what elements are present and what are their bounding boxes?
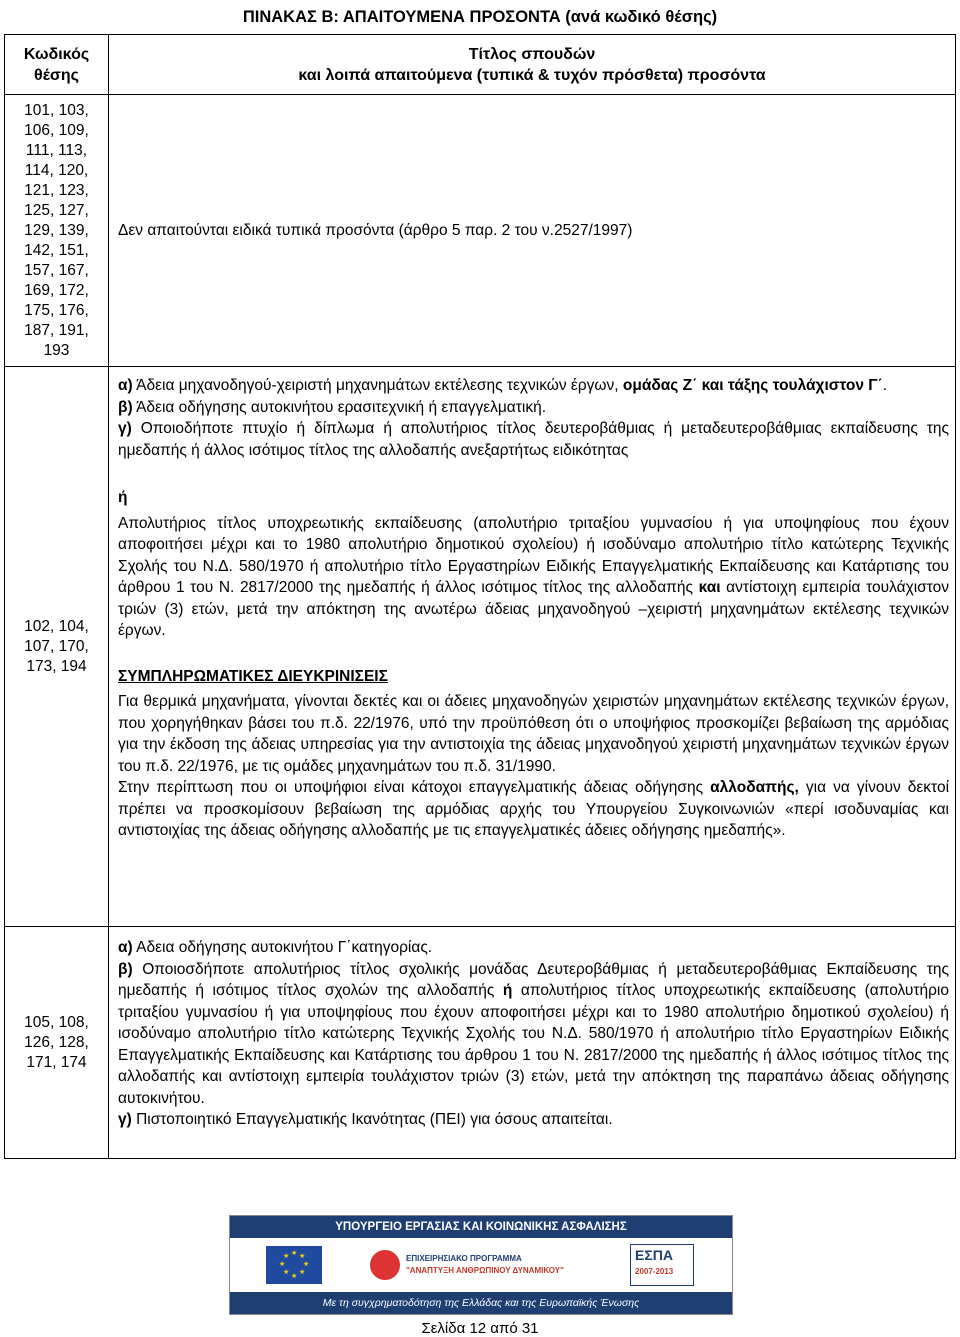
item-text-end: . — [882, 377, 888, 394]
item-text-end: απολυτήριος τίτλος υποχρεωτικής εκπαίδευσης (απολυτήριο τριταξίου γυμνασίου ή για υποψηφίους που έχουν αποφοιτήσει μέχρι και το 1980 απολυτήριο δημοτικού σχολείου) ή ισοδύναμο απολυτήριο τίτλο κατώτερης Τεχνικής Σχολής του Ν.Δ. 580/1970 ή απολυτήριο τίτλο Εργαστηρίων Ειδικής Επαγγελματικής Εκπαίδευσης και Κατάρτισης του άρθρου 1 του Ν. 2817/2000 της ημεδαπής ή άλλος ισότιμος τίτλος της αλλοδαπής και αντίστοιχη εμπειρία τουλάχιστον τριών (3) ετών, μετά την απόκτηση της παραπάνω άδειας οδήγησης αυτοκινήτου. — [118, 982, 949, 1107]
item-label: γ) — [118, 420, 132, 437]
page-title: ΠΙΝΑΚΑΣ Β: ΑΠΑΙΤΟΥΜΕΝΑ ΠΡΟΣΟΝΤΑ (ανά κωδικό θέσης) — [242, 8, 718, 26]
cofinancing-banner — [229, 1215, 733, 1315]
position-codes-cell — [5, 367, 109, 927]
requirement-c — [118, 418, 949, 461]
or-separator: ή — [118, 489, 128, 506]
requirement-b — [118, 397, 949, 419]
requirement-b — [118, 959, 949, 1110]
supp-text: Στην περίπτωση που οι υποψήφιοι είναι κάτοχοι επαγγελματικής άδειας οδήγησης — [118, 779, 711, 796]
alt-text-end: αντίστοιχη εμπειρία τουλάχιστον τριών (3) ετών, μετά την απόκτηση της ανωτέρω άδειας μηχανοδηγού –χειριστή μηχανημάτων εκτέλεσης τεχνικών έργων. — [118, 579, 949, 639]
header-code-column — [5, 35, 109, 95]
table-row — [5, 367, 956, 927]
position-codes-cell — [5, 95, 109, 367]
code-line: 114, 120, — [24, 161, 89, 179]
item-emphasis: ομάδας Ζ΄ και τάξης τουλάχιστον Γ΄ — [622, 377, 883, 394]
requirements-table — [4, 34, 956, 1159]
code-line: 121, 123, — [24, 181, 89, 199]
code-line: 193 — [43, 341, 70, 359]
requirements-cell — [109, 367, 956, 927]
header-code-line2: θέσης — [34, 66, 79, 84]
alt-text: Απολυτήριος τίτλος υποχρεωτικής εκπαίδευσης (απολυτήριο τριταξίου γυμνασίου ή για υποψηφίους που έχουν αποφοιτήσει μέχρι και το 1980 απολυτήριο δημοτικού σχολείου) ή ισοδύναμο απολυτήριο τίτλο κατώτερης Τεχνικής Σχολής του Ν.Δ. 580/1970 ή απολυτήριο τίτλο Εργαστηρίων Ειδικής Επαγγελματικής Εκπαίδευσης και Κατάρτισης του άρθρου 1 του Ν. 2817/2000 της ημεδαπής ή άλλος ισότιμος τίτλος της αλλοδαπής — [118, 514, 949, 596]
supp-text-end: για να γίνουν δεκτοί πρέπει να προσκομίσουν βεβαίωση της αρμόδιας αρχής του Υπουργείου Συγκοινωνιών «περί ισοδυναμίας και αντιστοιχίας της άδειας οδήγησης αλλοδαπής με τις επαγγελματικές άδειες οδήγησης ημεδαπής». — [118, 779, 950, 839]
header-requirements-column — [109, 35, 956, 95]
item-label: α) — [118, 939, 133, 956]
item-label: γ) — [118, 1111, 132, 1128]
requirements-cell — [109, 95, 956, 367]
table-header-row — [5, 35, 956, 95]
item-label: α) — [118, 377, 133, 394]
header-req-line2: και λοιπά απαιτούμενα (τυπικά & τυχόν πρόσθετα) προσόντα — [298, 66, 766, 84]
code-line: 175, 176, — [24, 301, 89, 319]
code-line: 107, 170, — [24, 637, 89, 655]
item-label: β) — [118, 960, 133, 978]
alternative-requirement — [118, 513, 949, 642]
espa-label: ΕΣΠΑ — [635, 1247, 673, 1263]
code-line: 169, 172, — [24, 281, 89, 299]
table-row — [5, 95, 956, 367]
requirement-c — [118, 1109, 949, 1131]
operational-programme-logo — [370, 1248, 580, 1282]
item-text: Πιστοποιητικό Επαγγελματικής Ικανότητας (ΠΕΙ) για όσους απαιτείται. — [131, 1111, 613, 1128]
supp-emphasis: αλλοδαπής, — [710, 779, 799, 796]
logos-strip — [230, 1238, 732, 1292]
code-line: 173, 194 — [26, 657, 87, 675]
code-line: 111, 113, — [25, 141, 88, 159]
item-emphasis: ή — [502, 982, 513, 999]
programme-name: ΕΠΙΧΕΙΡΗΣΙΑΚΟ ΠΡΟΓΡΑΜΜΑ — [406, 1254, 522, 1263]
requirement-a — [118, 375, 949, 397]
item-text: Αδεια οδήγησης αυτοκινήτου Γ΄κατηγορίας. — [132, 939, 433, 956]
eu-flag-icon: ★ ★ ★ ★ ★ ★ ★ ★ — [266, 1246, 322, 1284]
code-line: 126, 128, — [24, 1033, 89, 1051]
alt-emphasis: και — [698, 579, 721, 596]
no-requirements-text: Δεν απαιτούνται ειδικά τυπικά προσόντα (άρθρο 5 παρ. 2 του ν.2527/1997) — [118, 221, 633, 239]
code-line: 106, 109, — [24, 121, 89, 139]
cofinancing-statement: Με τη συγχρηματοδότηση της Ελλάδας και της Ευρωπαϊκής Ένωσης — [230, 1292, 732, 1314]
supplementary-paragraph-2 — [118, 777, 949, 842]
supplementary-title: ΣΥΜΠΛΗΡΩΜΑΤΙΚΕΣ ΔΙΕΥΚΡΙΝΙΣΕΙΣ — [118, 667, 388, 685]
programme-emblem-icon — [370, 1250, 400, 1280]
header-code-line1: Κωδικός — [23, 45, 90, 63]
code-line: 102, 104, — [24, 617, 89, 635]
code-line: 157, 167, — [24, 261, 89, 279]
requirement-a — [118, 937, 949, 959]
code-line: 142, 151, — [24, 241, 89, 259]
programme-subtitle: "ΑΝΑΠΤΥΞΗ ΑΝΘΡΩΠΙΝΟΥ ΔΥΝΑΜΙΚΟΥ" — [406, 1266, 564, 1275]
code-line: 101, 103, — [24, 101, 89, 119]
espa-logo — [630, 1244, 694, 1286]
item-text: Άδεια οδήγησης αυτοκινήτου ερασιτεχνική ή επαγγελματική. — [132, 398, 547, 416]
item-text: Άδεια μηχανοδηγού-χειριστή μηχανημάτων εκτέλεσης τεχνικών έργων, — [132, 377, 623, 394]
requirements-cell — [109, 927, 956, 1159]
item-text: Οποιοδήποτε πτυχίο ή δίπλωμα ή απολυτήριος τίτλος δευτεροβάθμιας ή μεταδευτεροβάθμιας εκπαίδευσης της ημεδαπής ή άλλος ισότιμος τίτλος της αλλοδαπής ανεξαρτήτως ειδικότητας — [118, 420, 949, 459]
table-row — [5, 927, 956, 1159]
code-line: 125, 127, — [24, 201, 89, 219]
code-line: 129, 139, — [24, 221, 89, 239]
ministry-title: ΥΠΟΥΡΓΕΙΟ ΕΡΓΑΣΙΑΣ ΚΑΙ ΚΟΙΝΩΝΙΚΗΣ ΑΣΦΑΛΙΣΗΣ — [230, 1216, 732, 1238]
position-codes-cell — [5, 927, 109, 1159]
code-line: 105, 108, — [24, 1013, 89, 1031]
espa-years: 2007-2013 — [635, 1267, 674, 1276]
item-text: Οποιοσδήποτε απολυτήριος τίτλος σχολικής μονάδας Δευτεροβάθμιας ή μεταδευτεροβάθμιας Εκπαίδευσης της ημεδαπής ή ισότιμος τίτλος σχολών της αλλοδαπής — [118, 960, 949, 999]
item-label: β) — [118, 398, 133, 416]
supplementary-paragraph-1: Για θερμικά μηχανήματα, γίνονται δεκτές και οι άδειες μηχανοδηγών χειριστών μηχανημάτων εκτέλεσης τεχνικών έργων, που χορηγήθηκαν βάσει του π.δ. 22/1976, υπό την προϋπόθεση ότι ο υποψήφιος προσκομίζει βεβαίωση της αρμόδιας για την έκδοση της άδειας υπηρεσίας για την αντιστοιχία της άδειας μηχανοδηγού χειριστή μηχανημάτων τεχνικών έργων του π.δ. 22/1976, με τις ομάδες μηχανημάτων του π.δ. 31/1990. — [118, 693, 949, 775]
page-number: Σελίδα 12 από 31 — [421, 1320, 539, 1337]
code-line: 187, 191, — [24, 321, 89, 339]
code-line: 171, 174 — [26, 1053, 87, 1071]
header-req-line1: Τίτλος σπουδών — [468, 45, 596, 63]
